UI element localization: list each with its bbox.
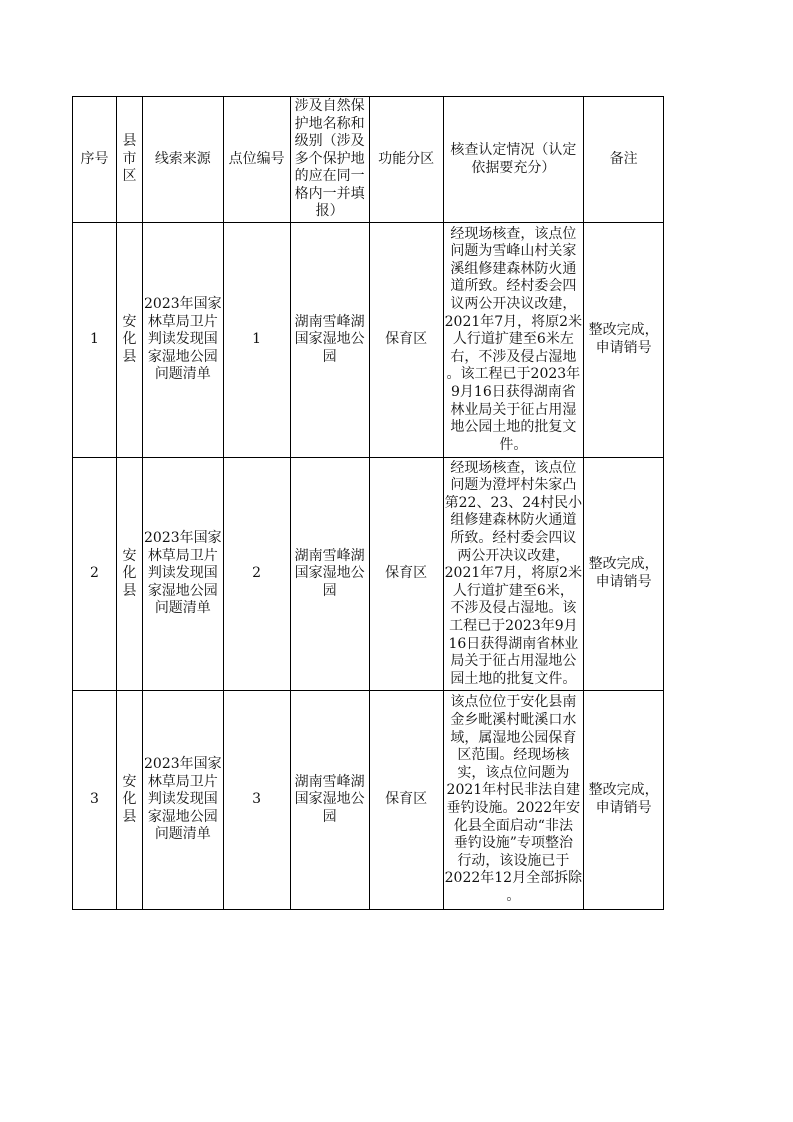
- functional-zone-text-line: 保育区: [385, 565, 428, 582]
- header-row: [73, 97, 664, 223]
- county-text-line: 区: [122, 168, 137, 185]
- county-text-line: 安: [122, 773, 137, 790]
- index-cell: [73, 458, 117, 691]
- index-text-line: 序号: [80, 150, 109, 167]
- clue-source-cell: [143, 223, 224, 458]
- county-text-line: 县: [122, 348, 137, 365]
- remarks-cell: [584, 458, 664, 691]
- verification-text-line: 局关于征占用湿地公: [450, 653, 577, 670]
- remarks-cell: [584, 223, 664, 458]
- verification-text-line: 2021年7月，将原2米: [444, 565, 583, 582]
- protected-area-text-line: 级别（涉及: [294, 133, 365, 150]
- protected-area-text-line: 报）: [315, 203, 344, 220]
- verification-text-line: 不涉及侵占湿地。该: [450, 600, 577, 617]
- index-cell: [73, 97, 117, 223]
- protected-area-text-line: 护地名称和: [294, 115, 365, 132]
- verification-text-line: 园土地的批复文件。: [450, 670, 577, 687]
- verification-text-line: 问题为澄坪村朱家凸: [450, 477, 577, 494]
- index-text-line: 3: [90, 791, 99, 808]
- protected-area-cell: [290, 97, 369, 223]
- index-text-line: 2: [90, 565, 99, 582]
- verification-text-line: 2021年村民非法自建: [446, 782, 581, 799]
- remarks-cell: [584, 97, 664, 223]
- county-cell: [117, 223, 143, 458]
- protected-area-text-line: 国家湿地公: [294, 565, 365, 582]
- protected-area-text-line: 湖南雪峰湖: [294, 773, 365, 790]
- verification-text-line: 实，该点位问题为: [457, 764, 570, 781]
- clue-source-cell: [143, 97, 224, 223]
- functional-zone-cell: [369, 691, 443, 910]
- clue-source-text-line: 林草局卫片: [147, 313, 218, 330]
- clue-source-text-line: 问题清单: [154, 366, 211, 383]
- verification-text-line: 经现场核查，该点位: [450, 225, 577, 242]
- clue-source-text-line: 问题清单: [154, 826, 211, 843]
- remarks-text-line: 整改完成，: [588, 782, 659, 799]
- clue-source-text-line: 线索来源: [154, 150, 211, 167]
- county-cell: [117, 97, 143, 223]
- remarks-text-line: 整改完成，: [588, 322, 659, 339]
- verification-text-line: 域，属湿地公园保育: [450, 729, 577, 746]
- verification-text-line: 第22、23、24村民小: [444, 494, 583, 511]
- county-text-line: 化: [122, 565, 137, 582]
- remarks-text-line: 申请销号: [595, 340, 652, 356]
- county-text-line: 县: [122, 133, 137, 150]
- clue-source-text-line: 家湿地公园: [147, 348, 218, 365]
- remarks-text-line: 申请销号: [595, 574, 652, 590]
- clue-source-cell: [143, 691, 224, 910]
- verification-text-line: 人行道扩建至6米，: [452, 582, 574, 599]
- verification-text-line: 16日获得湖南省林业: [448, 635, 579, 652]
- verification-text-line: 问题为雪峰山村关家: [450, 243, 577, 260]
- point-number-cell: [223, 97, 290, 223]
- verification-text-line: 件。: [499, 436, 528, 453]
- protected-area-text-line: 湖南雪峰湖: [294, 547, 365, 564]
- clue-source-text-line: 家湿地公园: [147, 808, 218, 825]
- point-number-text-line: 点位编号: [228, 150, 285, 167]
- verification-text-line: 地公园土地的批复文: [450, 419, 577, 436]
- verification-text-line: 垂钓设施”专项整治: [453, 835, 573, 852]
- county-cell: [117, 691, 143, 910]
- protected-area-text-line: 园: [322, 808, 337, 825]
- verification-text-line: 人行道扩建至6米左: [452, 331, 574, 348]
- clue-source-text-line: 林草局卫片: [147, 547, 218, 564]
- functional-zone-cell: [369, 223, 443, 458]
- county-text-line: 市: [122, 150, 137, 167]
- verification-text-line: 2022年12月全部拆除: [444, 870, 583, 887]
- verification-text-line: 。: [506, 887, 521, 904]
- point-number-cell: [223, 223, 290, 458]
- index-text-line: 1: [90, 331, 99, 348]
- functional-zone-text-line: 保育区: [385, 331, 428, 348]
- protected-area-text-line: 国家湿地公: [294, 791, 365, 808]
- verification-text-line: 。该工程已于2023年: [446, 366, 581, 383]
- point-number-text-line: 1: [252, 331, 262, 348]
- index-cell: [73, 691, 117, 910]
- county-text-line: 化: [122, 331, 137, 348]
- remarks-text-line: 申请销号: [595, 800, 652, 816]
- protected-area-cell: [290, 458, 369, 691]
- protected-area-text-line: 园: [322, 348, 337, 365]
- index-cell: [73, 223, 117, 458]
- clue-source-cell: [143, 458, 224, 691]
- remarks-text-line: 备注: [609, 150, 638, 167]
- verification-text-line: 工程已于2023年9月: [449, 617, 578, 634]
- remarks-text-line: 整改完成，: [588, 556, 659, 573]
- verification-text-line: 该点位位于安化县南: [450, 694, 577, 711]
- functional-zone-text-line: 保育区: [385, 791, 428, 808]
- protected-area-text-line: 格内一并填: [294, 185, 365, 202]
- county-text-line: 安: [122, 547, 137, 564]
- point-number-text-line: 2: [252, 565, 262, 582]
- verification-text-line: 所致。经村委会四议: [450, 530, 577, 547]
- point-number-cell: [223, 458, 290, 691]
- functional-zone-text-line: 功能分区: [378, 150, 435, 167]
- point-number-cell: [223, 691, 290, 910]
- protected-area-cell: [290, 691, 369, 910]
- issue-table: [72, 96, 664, 910]
- verification-text-line: 溪组修建森林防火通: [450, 260, 577, 277]
- verification-text-line: 议两公开决议改建，: [450, 296, 577, 313]
- verification-text-line: 林业局关于征占用湿: [450, 401, 577, 418]
- clue-source-text-line: 判读发现国: [147, 791, 218, 808]
- clue-source-text-line: 判读发现国: [147, 331, 218, 348]
- verification-text-line: 金乡毗溪村毗溪口水: [450, 712, 577, 729]
- county-text-line: 县: [122, 582, 137, 599]
- verification-text-line: 依据要充分）: [471, 159, 556, 176]
- protected-area-text-line: 国家湿地公: [294, 331, 365, 348]
- verification-cell: [443, 691, 583, 910]
- clue-source-text-line: 林草局卫片: [147, 773, 218, 790]
- verification-text-line: 道所致。经村委会四: [450, 278, 577, 295]
- protected-area-text-line: 湖南雪峰湖: [294, 313, 365, 330]
- clue-source-text-line: 家湿地公园: [147, 582, 218, 599]
- clue-source-text-line: 判读发现国: [147, 565, 218, 582]
- protected-area-cell: [290, 223, 369, 458]
- functional-zone-cell: [369, 458, 443, 691]
- verification-text-line: 组修建森林防火通道: [450, 512, 577, 529]
- verification-text-line: 行动，该设施已于: [457, 852, 570, 869]
- verification-text-line: 垂钓设施。2022年安: [446, 800, 581, 816]
- verification-text-line: 核查认定情况（认定: [450, 141, 577, 158]
- verification-text-line: 区范围。经现场核: [457, 747, 570, 764]
- verification-text-line: 右，不涉及侵占湿地: [450, 348, 577, 365]
- table-row: [73, 691, 664, 910]
- protected-area-text-line: 涉及自然保: [294, 97, 365, 114]
- verification-text-line: 经现场核查，该点位: [450, 459, 577, 476]
- county-cell: [117, 458, 143, 691]
- verification-text-line: 化县全面启动“非法: [453, 817, 573, 834]
- verification-text-line: 2021年7月，将原2米: [444, 313, 583, 330]
- verification-cell: [443, 458, 583, 691]
- point-number-text-line: 3: [252, 791, 262, 808]
- functional-zone-cell: [369, 97, 443, 223]
- protected-area-text-line: 多个保护地: [294, 150, 365, 167]
- remarks-cell: [584, 691, 664, 910]
- verification-cell: [443, 97, 583, 223]
- clue-source-text-line: 2023年国家: [144, 756, 222, 773]
- table-row: [73, 223, 664, 458]
- county-text-line: 县: [122, 808, 137, 825]
- clue-source-text-line: 问题清单: [154, 600, 211, 617]
- verification-text-line: 9月16日获得湖南省: [451, 383, 576, 400]
- county-text-line: 化: [122, 791, 137, 808]
- verification-cell: [443, 223, 583, 458]
- table-row: [73, 458, 664, 691]
- clue-source-text-line: 2023年国家: [144, 530, 222, 547]
- clue-source-text-line: 2023年国家: [144, 296, 222, 313]
- county-text-line: 安: [122, 313, 137, 330]
- verification-text-line: 两公开决议改建，: [457, 547, 570, 564]
- protected-area-text-line: 园: [322, 582, 337, 599]
- protected-area-text-line: 的应在同一: [294, 168, 365, 185]
